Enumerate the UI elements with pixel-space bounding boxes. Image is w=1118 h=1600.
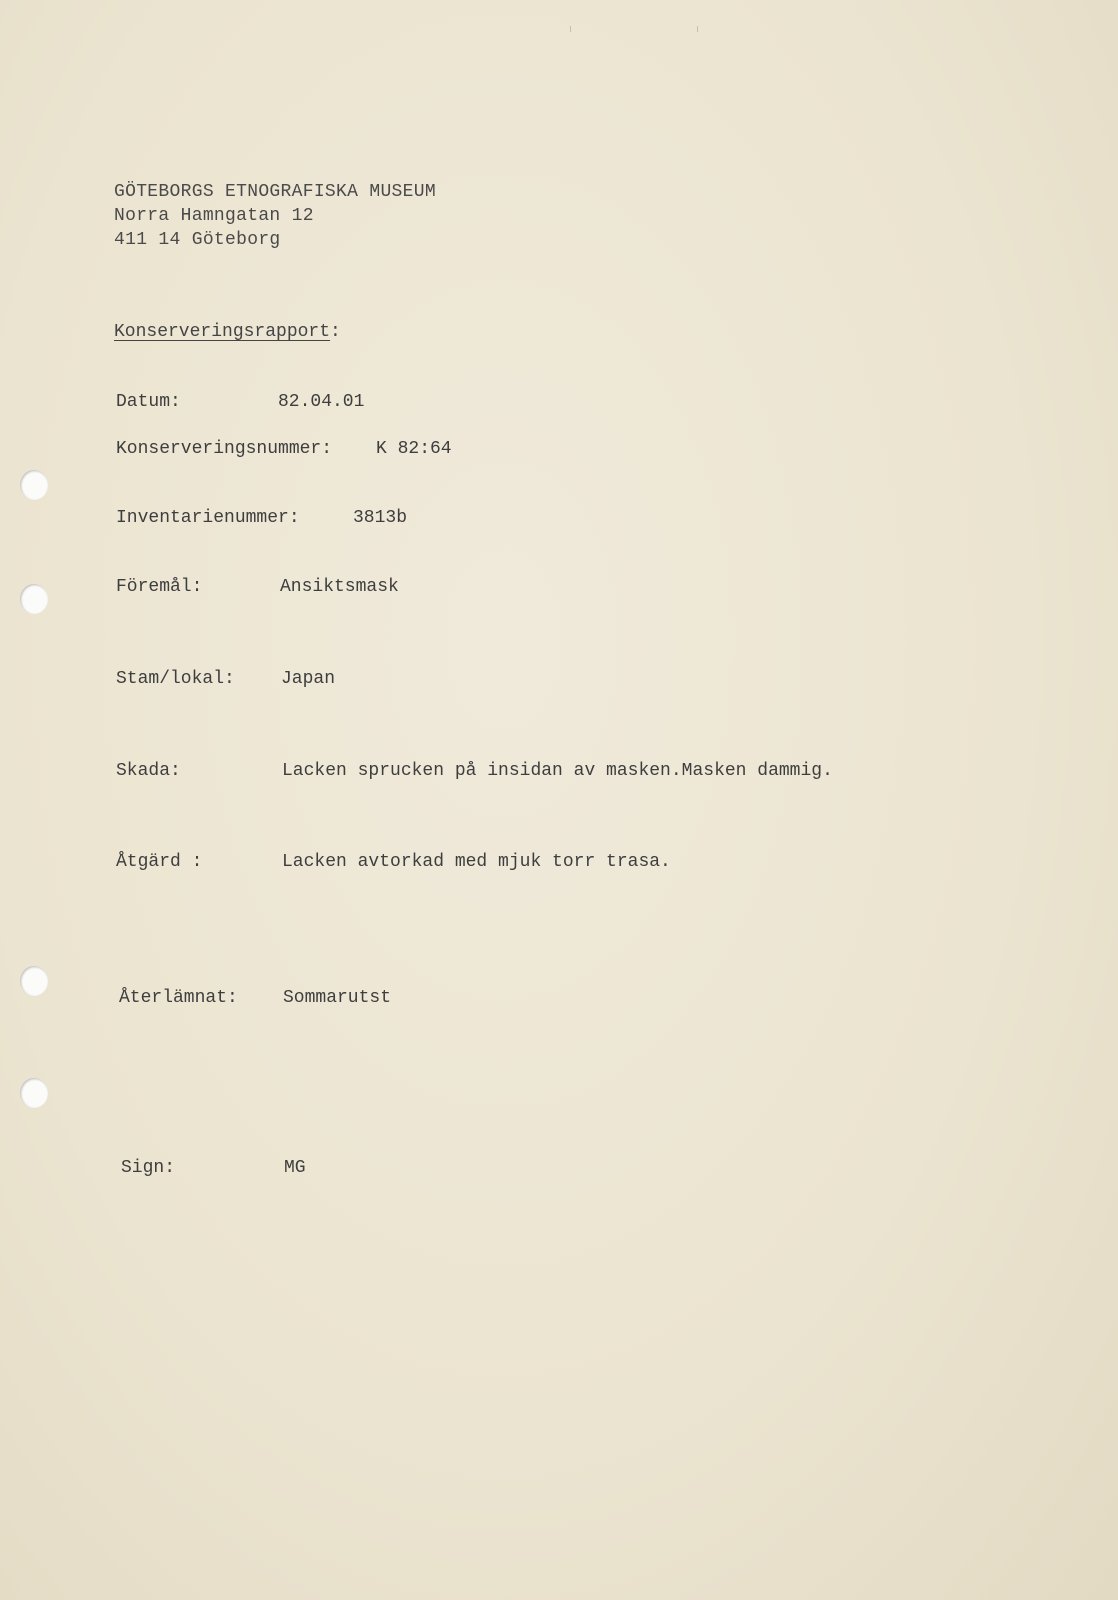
street-address: Norra Hamngatan 12	[114, 206, 314, 226]
sign-label: Sign:	[121, 1158, 176, 1178]
inventarienummer-value: 3813b	[353, 508, 408, 528]
punch-hole	[20, 1078, 48, 1108]
aterlamnat-label: Återlämnat:	[119, 988, 238, 1008]
foremal-value: Ansiktsmask	[280, 577, 399, 597]
speck	[570, 26, 571, 32]
institution-name: GÖTEBORGS ETNOGRAFISKA MUSEUM	[114, 182, 436, 202]
inventarienummer-label: Inventarienummer:	[116, 508, 300, 528]
konserveringsnummer-label: Konserveringsnummer:	[116, 439, 333, 459]
report-title-colon: :	[330, 322, 341, 342]
sign-value: MG	[284, 1158, 306, 1178]
atgard-label: Åtgärd :	[116, 852, 203, 872]
punch-hole	[20, 470, 48, 500]
report-title	[114, 322, 341, 342]
stam-lokal-value: Japan	[281, 669, 336, 689]
report-title-text: Konserveringsrapport	[114, 322, 331, 342]
aterlamnat-value: Sommarutst	[283, 988, 392, 1008]
datum-value: 82.04.01	[278, 392, 365, 412]
datum-label: Datum:	[116, 392, 181, 412]
punch-hole	[20, 584, 48, 614]
skada-label: Skada:	[116, 761, 181, 781]
postal-address: 411 14 Göteborg	[114, 230, 281, 250]
foremal-label: Föremål:	[116, 577, 203, 597]
stam-lokal-label: Stam/lokal:	[116, 669, 235, 689]
skada-value: Lacken sprucken på insidan av masken.Masken dammig.	[282, 761, 833, 781]
punch-hole	[20, 966, 48, 996]
speck	[697, 26, 698, 32]
atgard-value: Lacken avtorkad med mjuk torr trasa.	[282, 852, 671, 872]
letterhead	[114, 180, 436, 252]
konserveringsnummer-value: K 82:64	[376, 439, 452, 459]
